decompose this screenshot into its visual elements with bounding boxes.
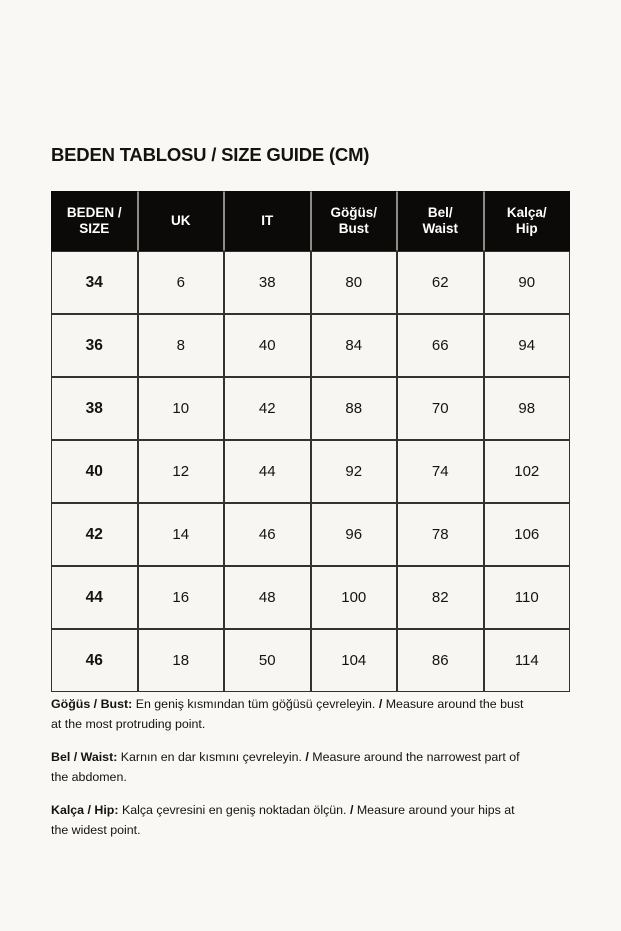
- column-header-waist: [397, 191, 484, 251]
- cell-waist: 74: [397, 440, 484, 503]
- cell-waist: 66: [397, 314, 484, 377]
- cell-it: 44: [224, 440, 311, 503]
- table-row: [51, 314, 570, 377]
- note-waist-label: Bel / Waist:: [51, 750, 118, 765]
- note-hip-turkish: Kalça çevresini en geniş noktadan ölçün.: [121, 803, 347, 818]
- cell-uk: 16: [138, 566, 225, 629]
- cell-bust: 88: [311, 377, 398, 440]
- cell-it: 40: [224, 314, 311, 377]
- cell-it: 48: [224, 566, 311, 629]
- cell-it: 38: [224, 251, 311, 314]
- note-hip: [51, 800, 529, 840]
- cell-size: 42: [51, 503, 138, 566]
- cell-hip: 94: [484, 314, 571, 377]
- cell-size: 38: [51, 377, 138, 440]
- cell-uk: 8: [138, 314, 225, 377]
- column-header-uk: [138, 191, 225, 251]
- cell-bust: 80: [311, 251, 398, 314]
- column-header-size-line1: BEDEN /: [66, 204, 122, 220]
- cell-hip: 106: [484, 503, 571, 566]
- cell-size: 44: [51, 566, 138, 629]
- cell-uk: 12: [138, 440, 225, 503]
- table-header-row: [51, 191, 570, 251]
- note-bust-turkish: En geniş kısmından tüm göğüsü çevreleyin.: [135, 697, 376, 711]
- column-header-hip-line2: Hip: [515, 221, 538, 236]
- table-body: [51, 251, 570, 692]
- cell-hip: 98: [484, 377, 571, 440]
- cell-hip: 102: [484, 440, 571, 503]
- cell-it: 46: [224, 503, 311, 566]
- cell-uk: 10: [138, 377, 225, 440]
- cell-waist: 70: [397, 377, 484, 440]
- column-header-bust-line1: Göğüs/: [330, 204, 377, 220]
- column-header-bust: [311, 191, 398, 251]
- note-hip-label: Kalça / Hip:: [51, 803, 119, 818]
- column-header-bust-line2: Bust: [338, 221, 369, 236]
- note-bust: [51, 694, 529, 734]
- note-waist: [51, 747, 529, 787]
- table-row: [51, 251, 570, 314]
- column-header-uk-line1: UK: [171, 212, 191, 228]
- cell-it: 42: [224, 377, 311, 440]
- cell-waist: 62: [397, 251, 484, 314]
- cell-bust: 104: [311, 629, 398, 692]
- cell-bust: 96: [311, 503, 398, 566]
- cell-uk: 6: [138, 251, 225, 314]
- column-header-waist-line2: Waist: [422, 221, 458, 236]
- column-header-it: [224, 191, 311, 251]
- column-header-hip-line1: Kalça/: [506, 204, 547, 220]
- cell-it: 50: [224, 629, 311, 692]
- table-row: [51, 377, 570, 440]
- table-header: [51, 191, 570, 251]
- note-bust-label: Göğüs / Bust:: [51, 697, 133, 711]
- cell-hip: 90: [484, 251, 571, 314]
- column-header-hip: [484, 191, 571, 251]
- note-bust-separator: /: [378, 697, 383, 711]
- cell-size: 46: [51, 629, 138, 692]
- cell-uk: 18: [138, 629, 225, 692]
- cell-bust: 100: [311, 566, 398, 629]
- table-row: [51, 629, 570, 692]
- measurement-notes: [51, 694, 529, 841]
- cell-bust: 84: [311, 314, 398, 377]
- note-bust-english: Measure around the bust at the most protruding point.: [51, 697, 524, 732]
- cell-bust: 92: [311, 440, 398, 503]
- cell-hip: 114: [484, 629, 571, 692]
- column-header-size-line2: SIZE: [79, 221, 110, 236]
- table-row: [51, 566, 570, 629]
- cell-hip: 110: [484, 566, 571, 629]
- note-waist-english: Measure around the narrowest part of the abdomen.: [51, 750, 520, 785]
- cell-size: 40: [51, 440, 138, 503]
- column-header-size: [51, 191, 138, 251]
- cell-waist: 78: [397, 503, 484, 566]
- page-title: BEDEN TABLOSU / SIZE GUIDE (CM): [51, 144, 370, 165]
- size-guide-table: [51, 191, 570, 692]
- table-row: [51, 503, 570, 566]
- cell-waist: 82: [397, 566, 484, 629]
- column-header-waist-line1: Bel/: [427, 204, 453, 220]
- column-header-it-line1: IT: [261, 212, 274, 228]
- cell-size: 34: [51, 251, 138, 314]
- note-hip-english: Measure around your hips at the widest point.: [51, 803, 515, 838]
- cell-size: 36: [51, 314, 138, 377]
- note-waist-turkish: Karnın en dar kısmını çevreleyin.: [120, 750, 302, 765]
- cell-waist: 86: [397, 629, 484, 692]
- note-waist-separator: /: [305, 750, 309, 765]
- note-hip-separator: /: [349, 803, 354, 818]
- table-row: [51, 440, 570, 503]
- cell-uk: 14: [138, 503, 225, 566]
